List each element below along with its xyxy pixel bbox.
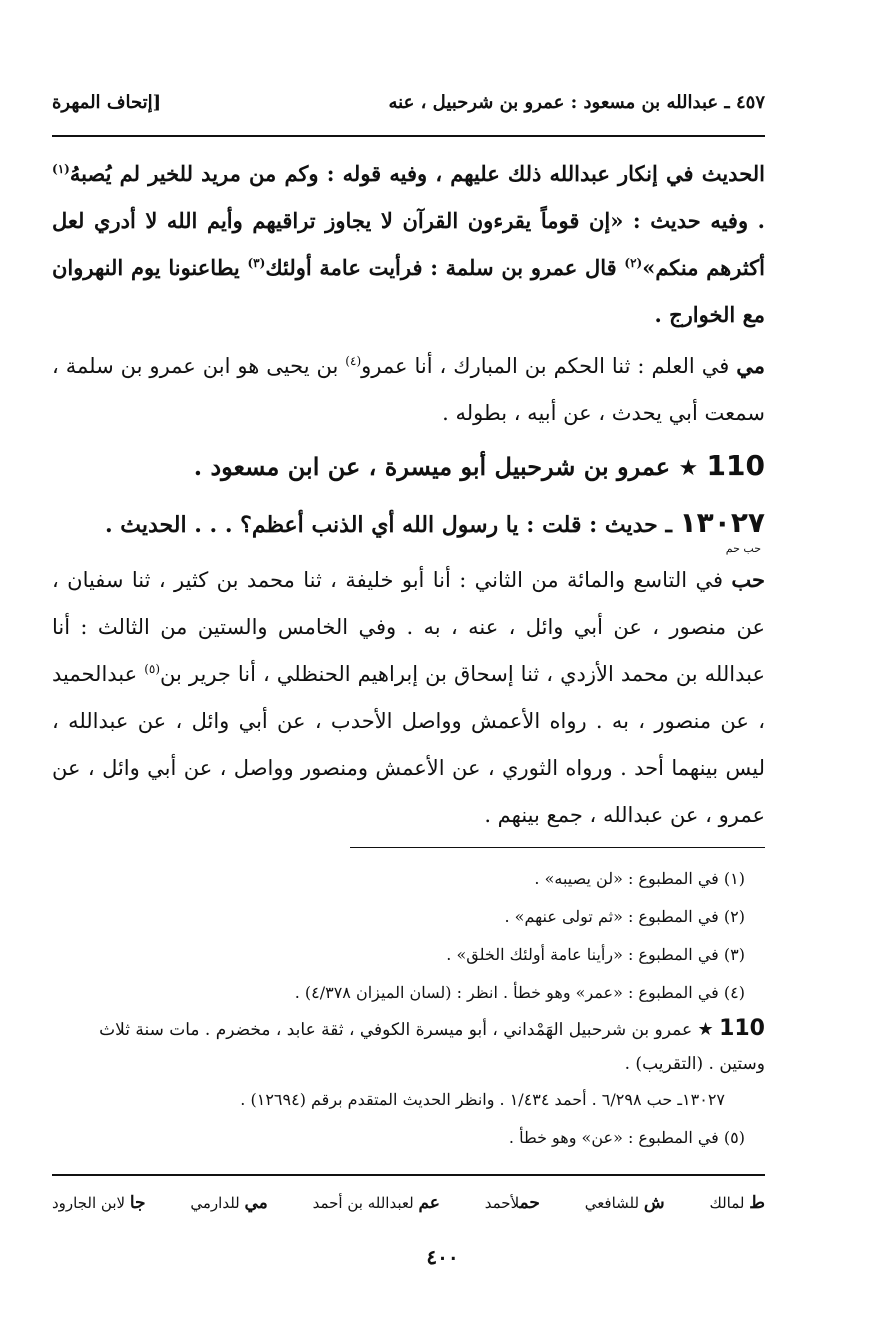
legend-item: عم لعبدالله بن أحمد (312, 1193, 440, 1213)
footnote-ref-3: (٣) (247, 256, 266, 270)
legend-item: جا لابن الجارود (52, 1193, 146, 1213)
narrator-entry (52, 446, 765, 489)
source-sigil-mi: مي (736, 353, 765, 378)
paragraph-1 (52, 150, 765, 338)
header-book-name: [إتحاف المهرة (52, 92, 162, 113)
footnote-3: (٣) في المطبوع : «رأينا عامة أولئك الخلق» . (446, 945, 745, 964)
legend-item: مي للدارمي (190, 1193, 268, 1213)
footnote-ref-2: (٢) (624, 256, 643, 270)
footnote-1: (١) في المطبوع : «لن يصيبه» . (534, 869, 745, 888)
footnote-entry-text: عمرو بن شرحبيل الهَمْداني ، أبو ميسرة الكوفي ، ثقة عابد ، مخضرم . مات سنة ثلاث وستين . (التقريب) . (99, 1020, 765, 1074)
legend-item: ط لمالك (709, 1193, 765, 1213)
footnote-narrator-entry (52, 1012, 765, 1081)
running-header (52, 92, 765, 113)
page-number: ٤٠٠ (426, 1245, 459, 1269)
footnote-ref-4: (٤) (345, 354, 362, 368)
paragraph-2-text-b: بن يحيى هو ابن عمرو بن سلمة ، سمعت أبي يحدث ، عن أبيه ، بطوله . (52, 354, 765, 425)
paragraph-1-text-d: يطاعنونا يوم النهروان مع الخوارج . (52, 255, 765, 327)
footer-divider (52, 1174, 765, 1176)
footnote-hadith-ref: ١٣٠٢٧ـ حب ٦/٢٩٨ . أحمد ١/٤٣٤ . وانظر الحديث المتقدم برقم (١٢٦٩٤) . (240, 1090, 725, 1109)
paragraph-1-text-b: . وفيه حديث : «إن قوماً يقرءون القرآن لا يجاوز تراقيهم وأيم الله لا أدري لعل أكثرهم منكم» (52, 208, 765, 280)
sigla-legend (52, 1193, 765, 1213)
header-divider (52, 135, 765, 137)
footnotes-divider (350, 847, 765, 848)
hadith-heading-text: ـ حديث : قلت : يا رسول الله أي الذنب أعظم؟ . . . الحديث . (104, 512, 680, 538)
paragraph-1-text-a: الحديث في إنكار عبدالله ذلك عليهم ، وفيه قوله : وكم من مريد للخير لم يُصبهُ (69, 161, 765, 186)
footnote-4: (٤) في المطبوع : «عمر» وهو خطأ . انظر : (لسان الميزان ٤/٣٧٨) . (294, 983, 745, 1002)
footnote-ref-5: (٥) (144, 662, 161, 676)
paragraph-3 (52, 556, 765, 839)
footnote-2: (٢) في المطبوع : «ثم تولى عنهم» . (504, 907, 745, 926)
paragraph-3-text-a: في التاسع والمائة من الثاني : أنا أبو خليفة ، ثنا محمد بن كثير ، ثنا سفيان ، عن منصور ، عن أبي وائل ، عنه ، به . وفي الخامس والستين من الثالث : أنا عبدالله بن محمد الأزدي ، ثنا إسحاق بن إبراهيم الحنظلي ، أنا جرير بن (52, 568, 765, 686)
star-icon: ★ (697, 1019, 714, 1040)
legend-item: حملأحمد (484, 1193, 540, 1213)
legend-item: ش للشافعي (584, 1193, 665, 1213)
star-icon: ★ (678, 456, 699, 481)
hadith-number: ١٣٠٢٧ (679, 506, 765, 539)
footnotes (52, 860, 765, 1157)
paragraph-2 (52, 342, 765, 437)
paragraph-2-text-a: في العلم : ثنا الحكم بن المبارك ، أنا عمرو (361, 354, 737, 378)
header-title: ٤٥٧ ـ عبدالله بن مسعود : عمرو بن شرحبيل ، عنه (388, 92, 765, 113)
paragraph-1-text-c: قال عمرو بن سلمة : فرأيت عامة أولئك (265, 255, 625, 280)
footnote-ref-1: (١) (52, 162, 70, 176)
footnote-entry-number: 110 (719, 1016, 765, 1041)
narrator-entry-number: 110 (706, 449, 765, 482)
hadith-heading (52, 506, 765, 556)
narrator-entry-text: عمرو بن شرحبيل أبو ميسرة ، عن ابن مسعود . (193, 452, 671, 481)
source-sigil-hb: حب (731, 567, 765, 592)
paragraph-3-text-b: عبدالحميد ، عن منصور ، به . رواه الأعمش وواصل الأحدب ، عن أبي وائل ، عن عبدالله ، ليس بينهما أحد . ورواه الثوري ، عن الأعمش ومنصور وواصل ، عن أبي وائل ، عن عمرو ، عن عبدالله ، جمع بينهم . (52, 662, 765, 827)
footnote-5: (٥) في المطبوع : «عن» وهو خطأ . (508, 1128, 745, 1147)
hadith-sigla: حب حم (725, 542, 761, 555)
